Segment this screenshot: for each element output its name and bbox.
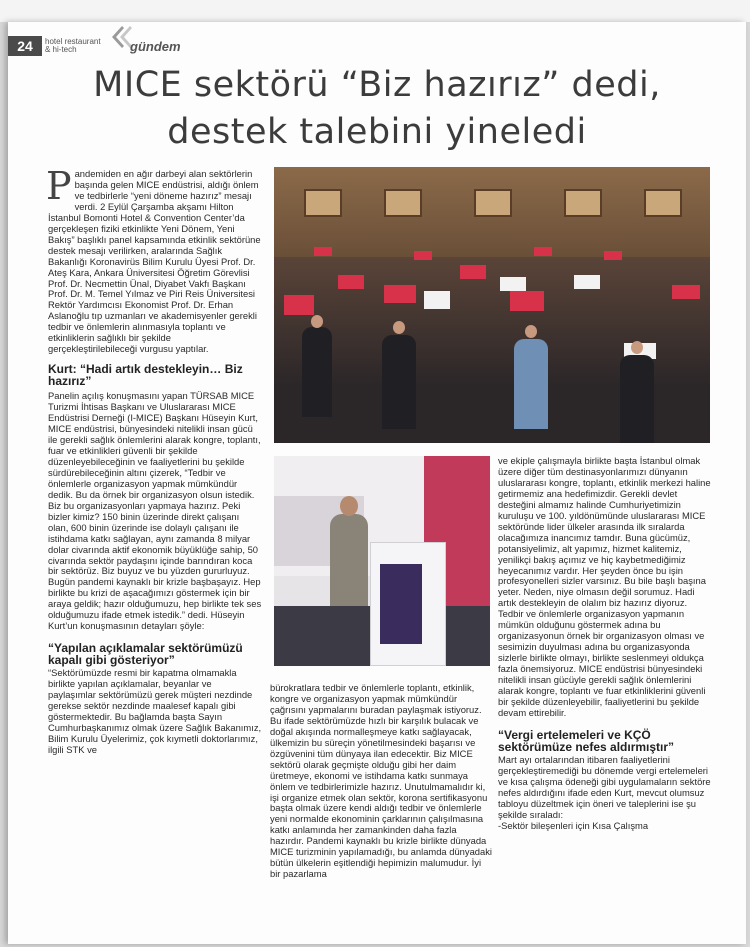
intro-text: andemiden en ağır darbeyi alan sektörlerin başında gelen MICE endüstrisi, aldığı önlem ve tedbirlerle “yeni döneme hazırız” mesajı verdi. 2 Eylül Çarşamba akşamı Hilton İstanbul Bomonti Hotel & Convention Center’da gerçekleşen fiziki etkinlikte Yeni Dönem, Yeni Bakış” başlıklı panel kapsamında etkinlik sektörüne destek mesajı verilirken, aralarında Sağlık Bakanlığı Koronavirüs Bilim Kurulu Üyesi Prof. Dr. Ateş Kara, Ankara Üniversitesi Öğretim Görevlisi Prof. Dr. Necmettin Ünal, Diyabet Vakfı Başkanı Prof. Dr. M. Temel Yılmaz ve Piri Reis Üniversitesi Rektör Yardımcısı Ekonomist Prof. Dr. Erhan Aslanoğlu tıp uzmanları ve akademisyenler gerekli tedbir ve önlemlerin alınmasıyla toplantı ve etkinliklerin sağlıklı bir şekilde gerçekleştirilebileceği vurgusu yaptılar. bbox=[48, 168, 261, 355]
page-header bbox=[8, 36, 107, 56]
section-label: gündem bbox=[130, 39, 181, 54]
subheading-tax: “Vergi ertelemeleri ve KÇÖ sektörümüze nefes aldırmıştır” bbox=[498, 727, 675, 754]
article-title-line1: MICE sektörü “Biz hazırız” dedi, bbox=[93, 65, 661, 105]
speaker-photo bbox=[274, 456, 490, 666]
body-paragraph: “Sektörümüzde resmi bir kapatma olmamakla birlikte yapılan açıklamalar, beyanlar ve paylaşımlar sektörümüzü gerek müşteri nezdinde gerekse sektör nezdinde maalesef kapalı gibi göstermektedir. Bu bağlamda başta Sayın Cumhurbaşkanımız olmak üzere Sağlık Bakanımız, Bilim Kurulu Üyelerimiz, çok kıymetli doktorlarımız, ilgili STK ve bbox=[48, 667, 262, 755]
magazine-name-line1: hotel restaurant bbox=[45, 37, 101, 46]
conference-hall-photo bbox=[274, 167, 710, 443]
body-paragraph: Panelin açılış konuşmasını yapan TÜRSAB MICE Turizmi İhtisas Başkanı ve Uluslararası MICE Endüstrisi Derneği (I-MICE) Başkanı Hüseyin Kurt, MICE endüstrisi, bünyesindeki nitelikli insan gücü ile gerekli sağlık önlemlerini alarak kongre, toplantı, fuar ve etkinlikleri güvenli bir şekilde düzenleyebileceğinin ve faaliyetlerini bu şekilde sürdürebileceğinin altını çizerek, “Tedbir ve önlemlerle organizasyon yapmak mümkündür dedik. Bu da örnek bir organizasyon olsun istedik. Biz bu organizasyonları yapmaya hazırız. Peki bizler kimiz? 150 binin üzerinde direkt çalışanı olan, 600 binin üzerinde ise dolaylı çalışanı ile istihdama katkı sağlayan, aynı zamanda 8 milyar dolar civarında aktif ekonomik büyüklüğe sahip, 50 civarında sektör paydaşını içinde barındıran koca bir sektörüz. Biz buyuz ve bu yüzden gururluyuz. Bugün pandemi kaynaklı bir krizle başbaşayız. Hep birlikte bu krizi de aşacağımızı göstermek için bir araya geldik; hazır olduğumuzu, hep birlikte tek ses olduğumuzu ifade etmek istedik.” dedi. Hüseyin Kurt’un konuşmasının detayları şöyle: bbox=[48, 390, 262, 632]
page-edge bbox=[0, 0, 750, 22]
body-paragraph: ve ekiple çalışmayla birlikte başta İstanbul olmak üzere diğer tüm destinasyonlarımızı dünyanın uluslararası kongre, toplantı, etkinlik merkezi haline getirmemiz ana hedefimizdir. Gerekli devlet desteğini almamız halinde Cumhuriyetimizin kuruluşu ve 100. yıldönümünde uluslararası MICE sektöründe lider ülkeler arasında ilk sıralarda olacağımıza inancımız tamdır. Buna gücümüz, potansiyelimiz, alt yapımız, hizmet kalitemiz, yenilikçi bakış açımız ve hiç kaybetmediğimiz heyecanımız vardır. Her şeyden önce bu işin profesyonelleri sizler varsınız. Bu bile başlı başına yeter. Neden, niye olmasın değil sorumuz. Hadi artık destekleyin de olalım biz hazırız diyoruz. Tedbir ve önlemlerle organizasyon yapmanın mümkün olduğunu göstermek adına bu organizasyonun örnek bir organizasyon olması ve sesimizin duyulması adına bu organizasyonda sizlerle birlikte olmayı, birlikte seslenmeyi oldukça fazla önemsiyoruz. MICE endüstrisi bünyesindeki nitelikli insan gücüyle gerekli sağlık önlemlerini alarak kongre, toplantı ve fuar etkinliklerini güvenli bir şekilde düzenleyebilir, faaliyetlerini bu şekilde devam ettirebilir. bbox=[498, 455, 711, 718]
body-paragraph: bürokratlara tedbir ve önlemlerle toplantı, etkinlik, kongre ve organizasyon yapmak mümkündür çağrısını yapmalarını buradan paylaşmak istiyoruz. Bu ifade sektörümüzde hızlı bir karşılık bulacak ve doğal akışında normalleşmeye katkı sağlayacak, ülkemizin bu süreçin yönetilmesindeki başarısı ve özgüvenini tüm dünyaya ilan edecektir. Biz MICE sektörü olarak geçmişte olduğu gibi her daim üretmeye, ekonomi ve istihdama katkı sunmaya önlem ve tedbirlerimizle hazırız. Unutulmamalıdır ki, işi organize etmek olan sektör, korona sertifikasyonu başta olmak üzere kendi aldığı tedbir ve önlemlerle yeni normalde ekonominin çarklarının çalışılmasına katkı anlamında her zamankinden daha fazla hazırdır. Pandemi kaynaklı bu krizle birlikte dünyada MICE turizminin yapılamadığı, bu anlamda dünyadaki bütün ülkelerin eşitlendiği hepimizin malumudur. İyi bir pazarlama bbox=[270, 682, 492, 880]
drop-cap: P bbox=[46, 164, 72, 208]
body-paragraph: Mart ayı ortalarından itibaren faaliyetlerini gerçekleştiremediği bu dönemde vergi ertelemeleri ve kısa çalışma ödeneği gibi uygulamaların sektöre nefes aldırdığını ifade eden Kurt, mevcut olumsuz tabloyu düzeltmek için öneri ve taleplerini ise şu şekilde sıraladı: bbox=[498, 753, 711, 820]
page-number: 24 bbox=[8, 36, 42, 56]
magazine-page bbox=[8, 22, 746, 944]
subheading-kurt: Kurt: “Hadi artık destekleyin… Biz hazırız” bbox=[48, 362, 243, 389]
article-column-3 bbox=[498, 456, 714, 832]
magazine-name-line2: & hi-tech bbox=[45, 45, 77, 54]
article-column-2 bbox=[270, 683, 492, 880]
article-column-1 bbox=[46, 164, 262, 756]
subheading-announcements: “Yapılan açıklamalar sektörümüzü kapalı gibi gösteriyor” bbox=[48, 641, 243, 668]
article-title-line2: destek talebini yineledi bbox=[167, 112, 587, 152]
list-item: -Sektör bileşenleri için Kısa Çalışma bbox=[498, 819, 649, 831]
magazine-name bbox=[45, 38, 107, 54]
intro-paragraph bbox=[46, 164, 262, 355]
